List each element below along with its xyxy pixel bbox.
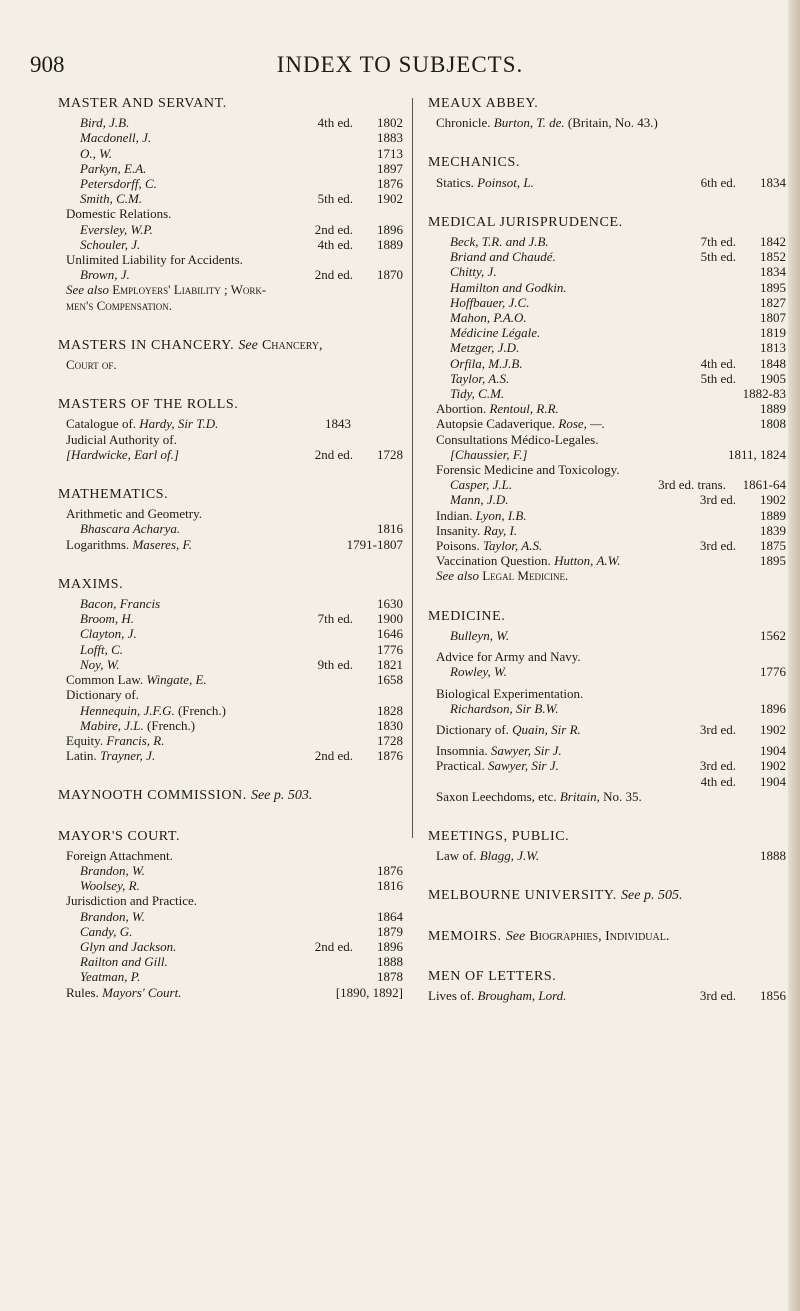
- section-medicine: [428, 609, 786, 804]
- section-meetings-public: [428, 829, 786, 863]
- list-item: Insomnia. Sawyer, Sir J. 1904: [436, 743, 786, 759]
- section-heading: MEMOIRS. See Biographies, Individual.: [428, 928, 670, 944]
- section-heading: MASTERS IN CHANCERY. See Chancery,: [58, 337, 323, 353]
- list-item: Metzger, J.D. 1813: [450, 340, 786, 356]
- section-heading: MEN OF LETTERS.: [428, 968, 557, 984]
- list-item: 4th ed. 1904: [700, 773, 786, 789]
- list-item: Parkyn, E.A. 1897: [80, 160, 403, 176]
- section-heading: MAYOR'S COURT.: [58, 828, 181, 844]
- list-item: Macdonell, J. 1883: [80, 130, 403, 146]
- list-item: Bhascara Acharya. 1816: [80, 521, 403, 537]
- list-item: Statics. Poinsot, L. 6th ed. 1834: [436, 174, 786, 190]
- list-item: Lives of. Brougham, Lord. 3rd ed. 1856: [428, 987, 786, 1003]
- list-item: Taylor, A.S. 5th ed. 1905: [450, 370, 786, 386]
- list-item: Poisons. Taylor, A.S. 3rd ed. 1875: [436, 538, 786, 554]
- list-item: [Chaussier, F.] 1811, 1824: [450, 446, 786, 462]
- list-item: Médicine Légale. 1819: [450, 325, 786, 341]
- list-item: Schouler, J. 4th ed. 1889: [80, 236, 403, 252]
- section-heading: MASTER AND SERVANT.: [58, 96, 227, 111]
- column-divider: [412, 98, 413, 838]
- list-item: Equity. Francis, R. 1728: [66, 732, 403, 748]
- subheading: Dictionary of.: [66, 687, 139, 703]
- list-item: Candy, G. 1879: [80, 923, 403, 939]
- section-mathematics: [58, 487, 403, 552]
- list-item: Brandon, W. 1876: [80, 862, 403, 878]
- section-heading: MEDICINE.: [428, 608, 506, 624]
- section-heading: MAXIMS.: [58, 576, 124, 592]
- list-item: Rules. Mayors' Court. [1890, 1892]: [66, 984, 403, 1000]
- subheading: Unlimited Liability for Accidents.: [66, 252, 243, 268]
- list-item: Noy, W. 9th ed. 1821: [80, 656, 403, 672]
- section-mayors-court: [58, 829, 403, 1000]
- list-item: Glyn and Jackson. 2nd ed. 1896: [80, 938, 403, 954]
- list-item: Richardson, Sir B.W. 1896: [450, 700, 786, 716]
- section-mechanics: [428, 155, 786, 189]
- list-item: Hamilton and Godkin. 1895: [450, 279, 786, 295]
- subheading: Foreign Attachment.: [66, 847, 173, 863]
- page-number: 908: [30, 52, 65, 77]
- section-heading: MATHEMATICS.: [58, 487, 169, 503]
- subheading: Consultations Médico-Legales.: [436, 431, 599, 447]
- list-item: Chronicle. Burton, T. de. (Britain, No. 43.): [436, 115, 658, 131]
- list-item: Eversley, W.P. 2nd ed. 1896: [80, 221, 403, 237]
- list-item: Casper, J.L. 3rd ed. trans. 1861-64: [450, 477, 786, 493]
- see-also-continued: men's Compensation.: [66, 297, 173, 313]
- list-item: Brandon, W. 1864: [80, 908, 403, 924]
- list-item: Hoffbauer, J.C. 1827: [450, 294, 786, 310]
- list-item: Practical. Sawyer, Sir J. 3rd ed. 1902: [436, 758, 786, 774]
- list-item: Autopsie Cadaverique. Rose, —. 1808: [436, 416, 786, 432]
- list-item: Common Law. Wingate, E. 1658: [66, 672, 403, 688]
- subheading: Domestic Relations.: [66, 206, 172, 222]
- page-header: [30, 52, 770, 82]
- subheading: Forensic Medicine and Toxicology.: [436, 462, 620, 478]
- list-item: Lofft, C. 1776: [80, 641, 403, 657]
- list-item: [Hardwicke, Earl of.] 2nd ed. 1728: [66, 446, 403, 462]
- list-item: Bacon, Francis 1630: [80, 596, 403, 612]
- list-item: Bird, J.B. 4th ed. 1802: [80, 115, 403, 131]
- section-master-and-servant: [58, 96, 403, 313]
- section-heading: MASTERS OF THE ROLLS.: [58, 397, 239, 413]
- section-heading: MAYNOOTH COMMISSION. See p. 503.: [58, 788, 313, 804]
- section-heading: MEAUX ABBEY.: [428, 96, 539, 111]
- list-item: Latin. Trayner, J. 2nd ed. 1876: [66, 748, 403, 764]
- list-item: Bulleyn, W. 1562: [450, 627, 786, 643]
- section-melbourne-university: [428, 888, 786, 903]
- entry-list: [58, 115, 403, 206]
- list-item: Insanity. Ray, I. 1839: [436, 522, 786, 538]
- list-item: Mabire, J.L. (French.) 1830: [80, 717, 403, 733]
- list-item: O., W. 1713: [80, 145, 403, 161]
- section-heading: MELBOURNE UNIVERSITY. See p. 505.: [428, 888, 683, 904]
- section-maynooth-commission: [58, 788, 403, 803]
- list-item: Mahon, P.A.O. 1807: [450, 310, 786, 326]
- list-item: Tidy, C.M. 1882-83: [450, 386, 786, 402]
- section-masters-of-the-rolls: [58, 397, 403, 462]
- list-item: Brown, J. 2nd ed. 1870: [80, 267, 403, 283]
- left-column: [58, 96, 403, 1025]
- page-title: INDEX TO SUBJECTS.: [276, 52, 524, 77]
- list-item: Broom, H. 7th ed. 1900: [80, 611, 403, 627]
- cross-reference: Court of.: [66, 357, 117, 373]
- list-item: Briand and Chaudé. 5th ed. 1852: [450, 249, 786, 265]
- section-heading: MEDICAL JURISPRUDENCE.: [428, 214, 623, 230]
- section-maxims: [58, 577, 403, 763]
- list-item: Rowley, W. 1776: [450, 664, 786, 680]
- list-item: Indian. Lyon, I.B. 1889: [436, 507, 786, 523]
- list-item: Railton and Gill. 1888: [80, 954, 403, 970]
- section-medical-jurisprudence: [428, 215, 786, 584]
- list-item: Catalogue of. Hardy, Sir T.D. 1843: [66, 416, 351, 432]
- subheading: Advice for Army and Navy.: [436, 649, 581, 665]
- list-item: Mann, J.D. 3rd ed. 1902: [450, 492, 786, 508]
- subheading: Judicial Authority of.: [66, 431, 177, 447]
- section-masters-in-chancery: [58, 338, 403, 372]
- list-item: Smith, C.M. 5th ed. 1902: [80, 191, 403, 207]
- subheading: Biological Experimentation.: [436, 685, 584, 701]
- page-edge-shadow: [788, 0, 800, 1311]
- list-item: Beck, T.R. and J.B. 7th ed. 1842: [450, 234, 786, 250]
- list-item: Saxon Leechdoms, etc. Britain, No. 35.: [436, 788, 642, 804]
- list-item: Hennequin, J.F.G. (French.) 1828: [80, 702, 403, 718]
- section-meaux-abbey: [428, 96, 786, 130]
- list-item: Dictionary of. Quain, Sir R. 3rd ed. 1902: [436, 721, 786, 737]
- list-item: Logarithms. Maseres, F. 1791-1807: [66, 536, 403, 552]
- section-heading: MEETINGS, PUBLIC.: [428, 828, 570, 844]
- list-item: Petersdorff, C. 1876: [80, 176, 403, 192]
- list-item: Orfila, M.J.B. 4th ed. 1848: [450, 355, 786, 371]
- see-also-reference: See also Legal Medicine.: [436, 568, 569, 584]
- list-item: Law of. Blagg, J.W. 1888: [436, 848, 786, 864]
- see-also-reference: See also Employers' Liability ; Work-: [66, 282, 267, 298]
- section-memoirs: [428, 929, 786, 944]
- section-heading: MECHANICS.: [428, 155, 520, 171]
- list-item: Vaccination Question. Hutton, A.W. 1895: [436, 553, 786, 569]
- list-item: Chitty, J. 1834: [450, 264, 786, 280]
- list-item: Abortion. Rentoul, R.R. 1889: [436, 401, 786, 417]
- list-item: Clayton, J. 1646: [80, 626, 403, 642]
- list-item: Yeatman, P. 1878: [80, 969, 403, 985]
- right-column: [428, 96, 786, 1028]
- list-item: Woolsey, R. 1816: [80, 878, 403, 894]
- subheading: Arithmetic and Geometry.: [66, 506, 202, 522]
- section-men-of-letters: [428, 969, 786, 1003]
- subheading: Jurisdiction and Practice.: [66, 893, 198, 909]
